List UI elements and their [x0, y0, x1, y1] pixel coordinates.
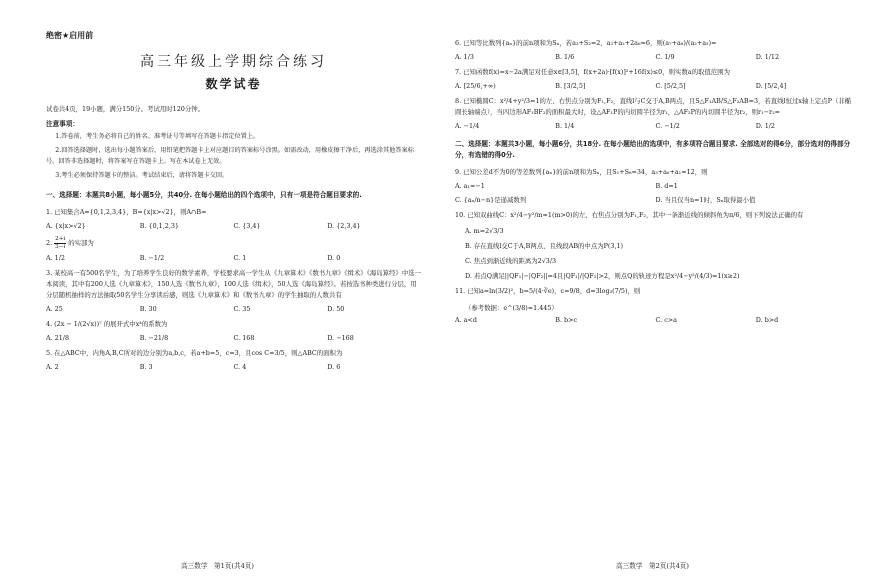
option-b: B. −21/8 — [139, 334, 169, 342]
option-d: D. 0 — [327, 254, 341, 262]
option-d: D. 1/2 — [755, 122, 775, 130]
question-9: 9. 已知公差d不为0的等差数列{aₙ}的前n项和为Sₙ，且S₁+S₈=34，a₃+a₆+a₁=12，则 — [455, 168, 708, 176]
question-4-options — [46, 334, 421, 342]
option-c: C. 35 — [233, 305, 251, 313]
question-7-options — [455, 82, 856, 90]
option-c: C. 4 — [233, 363, 247, 371]
question-6-options — [455, 53, 856, 61]
question-3: 3. 某校高一有500名学生，为了培养学生良好的数学素养，学校要求高一学生从《九章算术》《数书九章》《缉术》《海岛算经》中选一本阅读，其中有200人选《九章算术》，150人选《数书九章》，100人选《缉术》，50人选《海岛算经》。若按选书种类进行分层，用分层随机抽样的方法抽取50名学生分享读后感，则选《九章算术》和《数书九章》的学生抽取的人数共有 — [46, 269, 421, 299]
option-c: C. [5/2,5] — [655, 82, 686, 90]
question-5-options — [46, 363, 421, 371]
option-d: D. {2,3,4} — [327, 222, 361, 230]
section-2-heading: 二、选择题：本题共3小题，每小题6分，共18分. 在每小题给出的选项中，有多项符合题目要求. 全部选对的得6分，部分选对的得部分分，有选错的得0分. — [455, 140, 851, 159]
reference-data: （参考数据：e^(3/8)≈1.445） — [465, 304, 558, 312]
exam-subtitle: 数学试卷 — [205, 77, 262, 91]
question-2-options — [46, 254, 421, 262]
page-footer: 高三数学 第1页(共4页) — [181, 562, 254, 570]
option-d: D. 若点Q满足||QF₁|−|QF₂||=4且|QF₁|/|QF₂|>2，则点Q的轨迹方程是x²/4−y²/(4/3)=1(x≥2) — [465, 272, 740, 280]
option-b: B. b>c — [555, 316, 578, 324]
option-d: D. 50 — [327, 305, 345, 313]
question-3-options — [46, 305, 421, 313]
option-b: B. 1/6 — [555, 53, 575, 61]
option-b: B. [3/2,5] — [555, 82, 586, 90]
option-c: C. 1 — [233, 254, 247, 262]
fraction-numerator: 2+i — [55, 236, 66, 242]
notice-list — [46, 131, 421, 181]
question-2-fraction — [54, 236, 66, 250]
question-5: 5. 在△ABC中，内角A,B,C所对的边分别为a,b,c，若a+b=5，c=3，且cos C=3/5，则△ABC的面积为 — [46, 349, 343, 357]
question-4: 4. (2x − 1/(2√x))⁷ 的展开式中x⁴的系数为 — [46, 320, 168, 328]
notice-heading: 注意事项： — [46, 120, 79, 128]
question-8: 8. 已知椭圆C：x²/4+y²/3=1的左、右焦点分别为F₁,F₂，直线l与C交于A,B两点，且S△F₁AB/S△F₂AB=3，若直线l恒过x轴上定点P（非椭圆长轴端点），当四边形AF₁BF₂的面积最大时，设△AF₁P的内切圆半径为r₁，△AF₂P的内切圆半径为r₂，则r₁−r₂= — [455, 97, 852, 116]
option-a: A. 1/2 — [46, 254, 65, 262]
notice-item: 2.回答选择题时，选出每小题答案后，用铅笔把答题卡上对应题目的答案标号涂黑。如需改动，用橡皮擦干净后，再选涂其他答案标号。回答非选择题时，将答案写在答题卡上。写在本试卷上无效。 — [46, 147, 414, 165]
option-a: A. {x|x>√2} — [46, 222, 86, 230]
option-c: C. 1/9 — [655, 53, 675, 61]
question-11: 11. 已知a=ln(3/2)²，b=5/(4·∛e)，c=9/8，d=3log₃(7/5)，则 — [455, 287, 641, 295]
option-c: C. 168 — [233, 334, 255, 342]
exam-title: 高三年级上学期综合练习 — [140, 54, 327, 70]
option-a: A. 1/3 — [455, 53, 474, 61]
notice-item: 1.答卷前，考生务必将自己的姓名、准考证号等填写在答题卡指定位置上。 — [55, 133, 260, 140]
option-c: C. {3,4} — [233, 222, 261, 230]
question-6: 6. 已知等比数列{aₙ}的前n项和为Sₙ，若a₃+S₂=2，a₃+a₂+2a₆=6，则(a₇+a₈)/(a₂+a₃)= — [455, 39, 717, 47]
option-b: B. 3 — [139, 363, 153, 371]
option-b: B. −1/2 — [139, 254, 165, 262]
question-8-options — [455, 122, 856, 130]
option-b: B. 30 — [139, 305, 157, 313]
option-d: D. b>d — [755, 316, 779, 324]
question-2-number: 2. — [46, 239, 53, 247]
question-7: 7. 已知函数f(x)=x−2a满足对任意x∈[3,5]，f(x+2a)·[f(x)]²+16f(x)≤0，则实数a的取值范围为 — [455, 68, 730, 76]
option-d: D. 当且仅当n=1时，Sₙ取得最小值 — [655, 196, 756, 204]
option-c: C. c>a — [655, 316, 677, 324]
question-9-options — [455, 182, 856, 204]
option-c: C. {aₙ/n−n}是递减数列 — [455, 196, 527, 204]
option-a: A. a₁=−1 — [455, 182, 485, 190]
exam-page-2 — [435, 0, 870, 578]
question-1: 1. 已知集合A={0,1,2,3,4}，B={x|x>√2}，则A∩B= — [46, 208, 207, 216]
option-c: C. 焦点到渐近线的距离为2√3/3 — [465, 257, 557, 265]
option-a: A. 2 — [46, 363, 59, 371]
option-a: A. [25/6,+∞) — [455, 82, 496, 90]
question-10: 10. 已知双曲线C：x²/4−y²/m=1(m>0)的左、右焦点分别为F₁,F₂，其中一条渐近线的倾斜角为π/6，则下列说法正确的有 — [455, 211, 804, 219]
option-a: A. 21/8 — [46, 334, 70, 342]
option-a: A. m=2√3/3 — [465, 227, 504, 235]
question-2 — [46, 236, 421, 250]
question-1-options — [46, 222, 421, 230]
option-d: D. 1/12 — [755, 53, 780, 61]
option-a: A. 25 — [46, 305, 63, 313]
confidential-label: 绝密★启用前 — [46, 31, 94, 40]
section-1-heading: 一、选择题：本题共8小题，每小题5分，共40分. 在每小题给出的四个选项中，只有一项是符合题目要求的. — [46, 191, 362, 199]
option-a: A. −1/4 — [455, 122, 480, 130]
question-11-options — [455, 316, 856, 324]
option-a: A. a<d — [455, 316, 477, 324]
exam-intro: 试卷共4页，19小题，满分150分。考试用时120分钟。 — [46, 105, 205, 113]
option-c: C. −1/2 — [655, 122, 680, 130]
option-b: B. 1/4 — [555, 122, 575, 130]
option-b: B. {0,1,2,3} — [139, 222, 179, 230]
fraction-denominator: 3−i — [55, 243, 66, 250]
page-footer: 高三数学 第2页(共4页) — [616, 562, 689, 570]
option-d: D. [5/2,4] — [755, 82, 787, 90]
question-2-tail: 的实部为 — [68, 239, 94, 247]
option-b: B. 存在直线l交C于A,B两点，且线段AB的中点为P(3,1) — [465, 242, 624, 250]
option-b: B. d=1 — [655, 182, 678, 190]
option-d: D. 6 — [327, 363, 341, 371]
option-d: D. −168 — [327, 334, 354, 342]
notice-item: 3.考生必须保持答题卡的整洁。考试结束后，请将答题卡交回。 — [55, 172, 229, 179]
